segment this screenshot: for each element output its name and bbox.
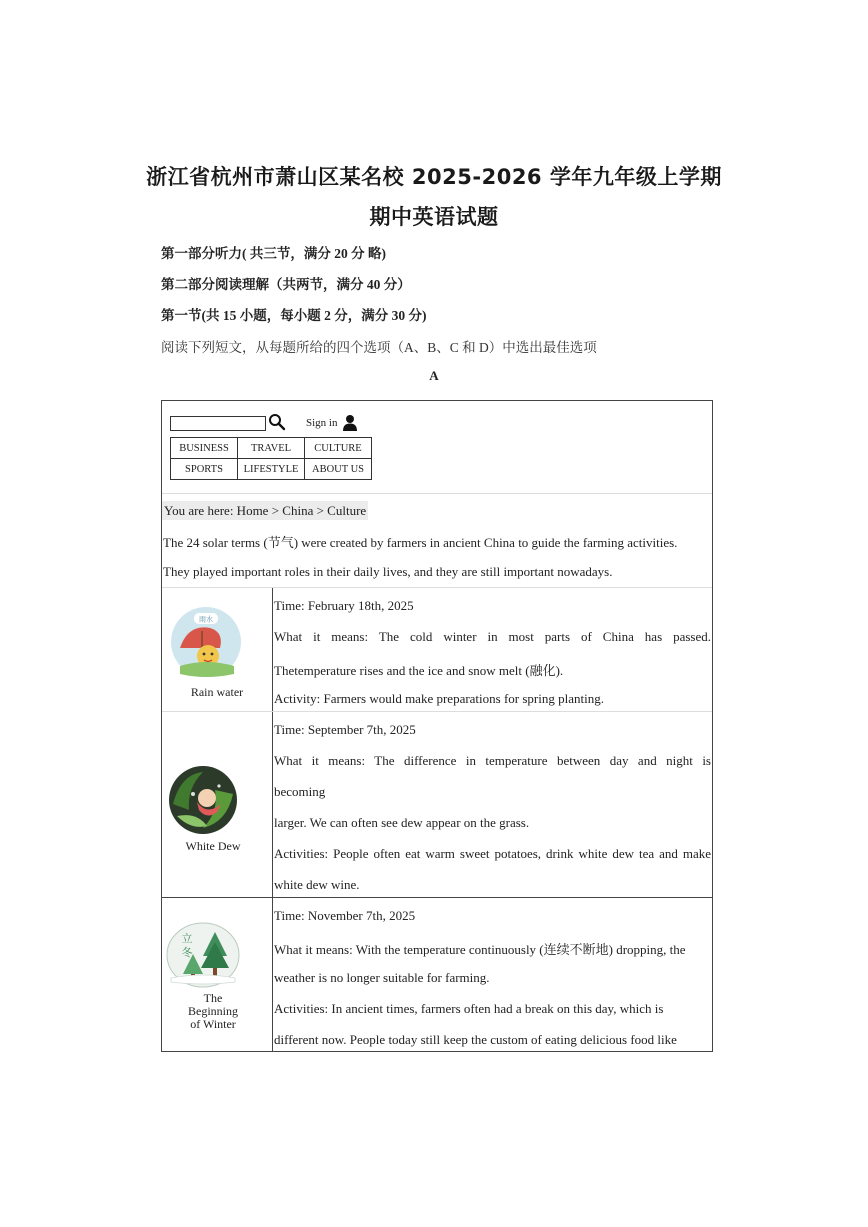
white-dew-activities-cont: white dew wine. xyxy=(274,877,360,892)
winter-meaning: What it means: With the temperature continuously (连续不断地) dropping, the xyxy=(274,942,686,957)
white-dew-illustration xyxy=(167,764,239,836)
white-dew-meaning-cont-2: larger. We can often see dew appear on the grass. xyxy=(274,815,530,830)
white-dew-activities: Activities: People often eat warm sweet potatoes, drink white dew tea and make xyxy=(274,846,711,861)
winter-caption-line-2: Beginning xyxy=(188,1004,238,1018)
webpage-frame xyxy=(161,400,713,1052)
winter-activities-cont: different now. People today still keep the custom of eating delicious food like xyxy=(274,1032,677,1047)
section1-instruction: 第一节(共 15 小题，每小题 2 分，满分 30 分) xyxy=(161,308,427,323)
search-icon[interactable] xyxy=(268,413,286,431)
term-row-rain-water xyxy=(162,587,712,712)
white-dew-caption: White Dew xyxy=(185,839,241,853)
beginning-of-winter-illustration xyxy=(165,922,241,988)
page-title-line-1: 浙江省杭州市萧山区某名校 2025-2026 学年九年级上学期 xyxy=(146,165,722,189)
winter-badge-char-2: 冬 xyxy=(181,946,193,959)
winter-time: Time: November 7th, 2025 xyxy=(274,908,416,923)
winter-badge-char-1: 立 xyxy=(181,932,193,945)
rain-water-time: Time: February 18th, 2025 xyxy=(274,598,414,613)
rain-water-badge: 雨水 xyxy=(199,615,213,624)
page-title-line-2: 期中英语试题 xyxy=(369,205,499,229)
breadcrumb: You are here: Home > China > Culture xyxy=(164,503,367,518)
nav-lifestyle[interactable]: LIFESTYLE xyxy=(238,459,305,480)
rain-water-activity: Activity: Farmers would make preparations for spring planting. xyxy=(274,691,604,706)
term-image-cell xyxy=(162,898,272,1052)
sign-in-link[interactable]: Sign in xyxy=(306,417,338,429)
webpage-header xyxy=(162,401,712,494)
nav-culture[interactable]: CULTURE xyxy=(305,438,372,459)
reading-directions: 阅读下列短文，从每题所给的四个选项（A、B、C 和 D）中选出最佳选项 xyxy=(161,340,597,355)
white-dew-time: Time: September 7th, 2025 xyxy=(274,722,416,737)
part2-instruction: 第二部分阅读理解（共两节，满分 40 分） xyxy=(161,277,411,292)
nav-menu xyxy=(170,437,372,480)
rain-water-meaning: What it means: The cold winter in most parts of China has passed. xyxy=(274,629,711,644)
white-dew-meaning-cont-1: becoming xyxy=(274,784,326,799)
term-image-cell xyxy=(162,588,272,712)
term-image-cell xyxy=(162,712,272,898)
winter-caption-line-1: The xyxy=(203,991,223,1005)
term-row-beginning-of-winter xyxy=(162,897,712,1052)
rain-water-meaning-cont: Thetemperature rises and the ice and snow melt (融化). xyxy=(274,663,564,678)
winter-caption-line-3: of Winter xyxy=(190,1017,236,1031)
passage-label: A xyxy=(429,368,439,383)
rain-water-caption: Rain water xyxy=(190,685,244,699)
user-icon[interactable] xyxy=(342,414,358,431)
rain-water-illustration xyxy=(168,604,244,680)
nav-about-us[interactable]: ABOUT US xyxy=(305,459,372,480)
nav-sports[interactable]: SPORTS xyxy=(171,459,238,480)
part1-instruction: 第一部分听力( 共三节，满分 20 分 略) xyxy=(161,246,386,261)
intro-line-1: The 24 solar terms (节气) were created by farmers in ancient China to guide the farming activities. xyxy=(163,535,678,550)
term-row-white-dew xyxy=(162,711,712,898)
white-dew-meaning: What it means: The difference in temperature between day and night is xyxy=(274,753,711,768)
nav-travel[interactable]: TRAVEL xyxy=(238,438,305,459)
nav-business[interactable]: BUSINESS xyxy=(171,438,238,459)
winter-activities: Activities: In ancient times, farmers often had a break on this day, which is xyxy=(274,1001,664,1016)
winter-meaning-cont: weather is no longer suitable for farming. xyxy=(274,970,490,985)
intro-line-2: They played important roles in their daily lives, and they are still important nowadays. xyxy=(163,564,613,579)
search-input[interactable] xyxy=(170,416,266,431)
